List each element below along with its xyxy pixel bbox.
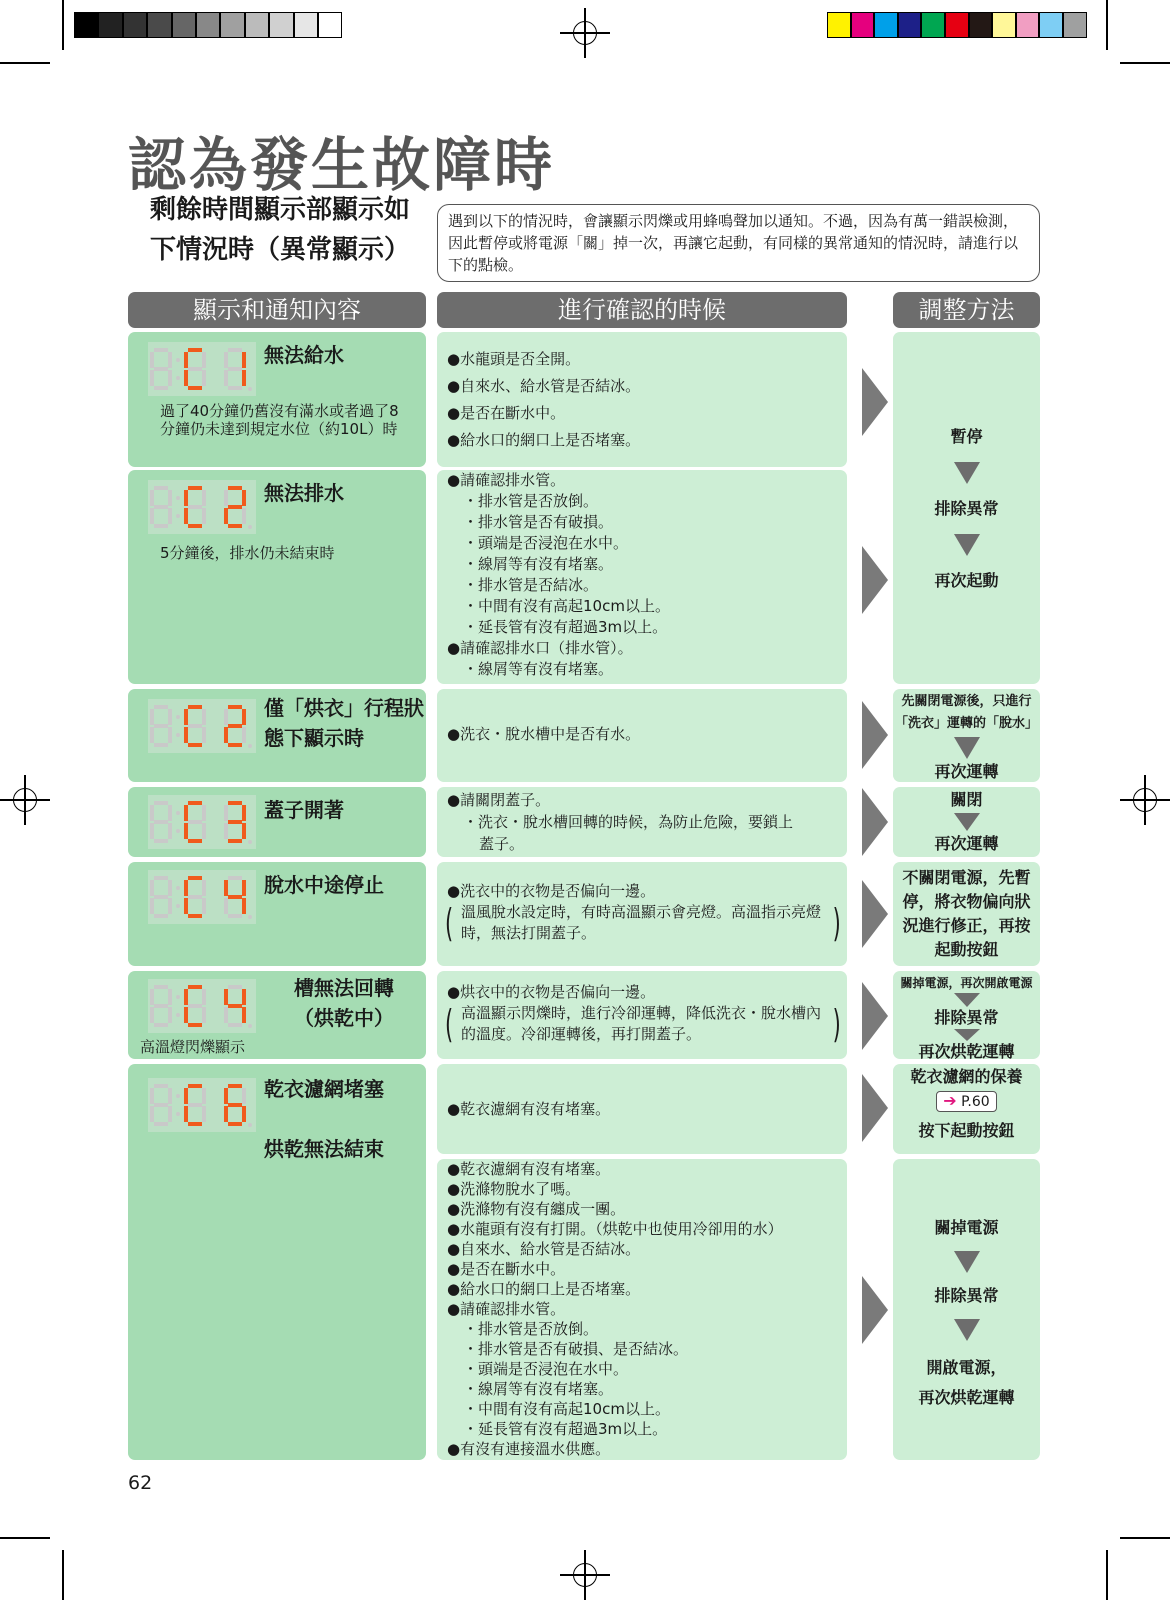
flow-arrow xyxy=(862,701,888,769)
action-text: 再次運轉 xyxy=(934,762,999,781)
check-item: ・排水管是否有破損。 xyxy=(463,513,614,531)
check-item: ●洗滌物脫水了嗎。 xyxy=(447,1180,581,1198)
page-title: 認為發生故障時 xyxy=(128,131,556,199)
error-code-display xyxy=(148,870,256,924)
check-item: ・線屑等有沒有堵塞。 xyxy=(463,660,614,678)
gray-swatch xyxy=(196,12,220,38)
section-subtitle: 剩餘時間顯示部顯示如下情況時（異常顯示） xyxy=(150,195,411,265)
check-item: ・線屑等有沒有堵塞。 xyxy=(463,1380,614,1398)
color-swatch xyxy=(992,12,1016,38)
action-text: 再次烘乾運轉 xyxy=(918,1042,1015,1061)
action-text: 排除異常 xyxy=(934,1008,999,1027)
error-code-display xyxy=(148,979,256,1033)
display-panel-c3 xyxy=(128,787,426,857)
gray-swatch xyxy=(147,12,171,38)
check-list xyxy=(447,723,640,745)
action-text: 乾衣濾網的保養 xyxy=(910,1067,1023,1086)
header-adjust: 調整方法 xyxy=(893,292,1040,328)
intro-box: 遇到以下的情況時，會讓顯示閃爍或用蜂鳴聲加以通知。不過，因為有萬一錯誤檢測，因此暫停或將電源「關」掉一次，再讓它起動，有同樣的異常通知的情況時，請進行以下的點檢。 xyxy=(437,204,1040,282)
color-swatch xyxy=(851,12,875,38)
check-item: ・頭端是否浸泡在水中。 xyxy=(463,1360,629,1378)
flow-arrow xyxy=(862,880,888,948)
error-label: 僅「烘衣」行程狀態下顯示時 xyxy=(264,696,424,750)
action-text: 不關閉電源，先暫停，將衣物偏向狀況進行修正，再按起動按鈕 xyxy=(902,868,1031,959)
check-list xyxy=(447,880,655,902)
action-step: 再次運轉 xyxy=(934,834,999,853)
flow-arrow xyxy=(862,1276,888,1344)
check-panel-c1 xyxy=(437,332,847,467)
check-item: ●給水口的網口上是否堵塞。 xyxy=(447,1280,641,1298)
check-item: ・頭端是否浸泡在水中。 xyxy=(463,534,629,552)
registration-mark xyxy=(0,775,50,825)
action-steps xyxy=(893,789,1040,855)
crop-mark xyxy=(0,62,50,64)
color-swatch xyxy=(969,12,993,38)
down-arrow-icon xyxy=(954,1319,980,1341)
check-item: ●乾衣濾網有沒有堵塞。 xyxy=(447,1100,611,1118)
registration-mark xyxy=(560,1550,610,1600)
action-panel-reboot xyxy=(893,971,1040,1059)
error-code-display xyxy=(148,342,256,396)
check-item: ●洗滌物有沒有纏成一團。 xyxy=(447,1200,626,1218)
page-reference-link[interactable] xyxy=(936,1091,996,1112)
action-panel-poweroff xyxy=(893,1159,1040,1460)
error-code-display xyxy=(148,480,256,534)
page-number: 62 xyxy=(128,1472,153,1494)
error-label: 乾衣濾網堵塞 xyxy=(264,1077,384,1101)
down-arrow-icon xyxy=(954,813,980,831)
error-label: 無法排水 xyxy=(264,481,344,505)
action-panel-restart xyxy=(893,332,1040,684)
action-text: 按下起動按鈕 xyxy=(918,1121,1015,1140)
error-label: 無法給水 xyxy=(264,343,344,367)
error-note: 過了40分鐘仍舊沒有滿水或者過了8分鐘仍未達到規定水位（約10L）時 xyxy=(160,402,399,438)
crop-mark xyxy=(62,1550,64,1600)
action-steps xyxy=(893,426,1040,592)
flow-arrow xyxy=(862,1074,888,1142)
display-panel-c6 xyxy=(128,1064,426,1460)
action-step: 再次起動 xyxy=(934,571,999,590)
gray-swatch xyxy=(74,12,98,38)
crop-mark xyxy=(1106,1550,1108,1600)
header-display: 顯示和通知內容 xyxy=(128,292,426,328)
action-step: 關閉 xyxy=(950,790,983,809)
error-note: 5分鐘後，排水仍未結束時 xyxy=(160,544,335,562)
gray-swatch xyxy=(269,12,293,38)
error-label: 脫水中途停止 xyxy=(264,873,384,897)
check-item: ・排水管是否放倒。 xyxy=(463,1320,599,1338)
gray-swatch xyxy=(318,12,342,38)
check-item: ・洗衣・脫水槽回轉的時候，為防止危險，要鎖上 xyxy=(463,813,794,831)
caution-note: ( 高溫顯示閃爍時，進行冷卻運轉，降低洗衣・脫水槽內的溫度。冷卻運轉後，再打開蓋子。 ) xyxy=(445,1003,841,1045)
color-swatch xyxy=(1016,12,1040,38)
action-text: 開啟電源， xyxy=(926,1358,1007,1377)
gray-swatch xyxy=(172,12,196,38)
check-item: ・排水管是否結冰。 xyxy=(463,576,599,594)
check-item: ●烘衣中的衣物是否偏向一邊。 xyxy=(447,983,656,1001)
check-panel-c2 xyxy=(437,470,847,684)
crop-mark xyxy=(1120,62,1170,64)
gray-swatch xyxy=(220,12,244,38)
error-code-display xyxy=(148,1078,256,1132)
check-item: ●自來水、給水管是否結冰。 xyxy=(447,1240,641,1258)
crop-mark xyxy=(1120,1537,1170,1539)
action-text: 再次烘乾運轉 xyxy=(918,1388,1015,1407)
check-item: ・延長管有沒有超過3m以上。 xyxy=(463,618,668,636)
check-item: ●洗衣中的衣物是否偏向一邊。 xyxy=(447,882,656,900)
check-item: 蓋子。 xyxy=(479,835,525,853)
display-panel-c2-dry xyxy=(128,689,426,782)
down-arrow-icon xyxy=(954,462,980,484)
action-text: 「洗衣」運轉的「脫水」 xyxy=(894,716,1038,731)
display-panel-c1 xyxy=(128,332,426,467)
down-arrow-icon xyxy=(954,1251,980,1273)
check-list xyxy=(447,789,793,855)
color-swatch xyxy=(898,12,922,38)
down-arrow-icon xyxy=(954,534,980,556)
page-reference: P.60 xyxy=(961,1094,990,1110)
registration-mark xyxy=(1120,775,1170,825)
action-step: 排除異常 xyxy=(934,499,999,518)
display-panel-c4 xyxy=(128,862,426,966)
check-item: ●是否在斷水中。 xyxy=(447,404,566,422)
down-arrow-icon xyxy=(954,1029,980,1041)
color-swatch xyxy=(874,12,898,38)
action-text: 排除異常 xyxy=(934,1286,999,1305)
caution-note: ( 溫風脫水設定時，有時高溫顯示會亮燈。高溫指示亮燈時，無法打開蓋子。 ) xyxy=(445,902,841,944)
display-panel-c4-dry xyxy=(128,971,426,1059)
error-code-display xyxy=(148,699,256,753)
flow-arrow xyxy=(862,368,888,436)
check-item: ●水龍頭有沒有打開。（烘乾中也使用冷卻用的水） xyxy=(447,1220,783,1238)
flow-arrow xyxy=(862,982,888,1050)
flow-arrow xyxy=(862,546,888,614)
error-label: 烘乾無法結束 xyxy=(264,1137,384,1161)
check-panel-c2-dry xyxy=(437,689,847,782)
check-panel-c3 xyxy=(437,787,847,857)
check-item: ●請確認排水管。 xyxy=(447,1300,566,1318)
error-label: 槽無法回轉（烘乾中） xyxy=(294,976,394,1030)
color-swatch xyxy=(1039,12,1063,38)
gray-swatch xyxy=(123,12,147,38)
color-swatch xyxy=(1063,12,1087,38)
check-item: ●洗衣・脫水槽中是否有水。 xyxy=(447,725,641,743)
crop-mark xyxy=(0,1537,50,1539)
check-item: ●有沒有連接溫水供應。 xyxy=(447,1440,611,1458)
check-panel-c6-filter xyxy=(437,1064,847,1154)
down-arrow-icon xyxy=(954,993,980,1007)
gray-swatch xyxy=(294,12,318,38)
check-item: ・排水管是否放倒。 xyxy=(463,492,599,510)
error-code-display xyxy=(148,795,256,849)
action-step: 暫停 xyxy=(950,427,983,446)
check-list xyxy=(447,346,640,454)
registration-mark xyxy=(560,8,610,58)
check-list xyxy=(447,470,670,680)
color-swatch xyxy=(945,12,969,38)
check-item: ・中間有沒有高起10cm以上。 xyxy=(463,1400,670,1418)
gray-swatch xyxy=(245,12,269,38)
gray-swatch xyxy=(98,12,122,38)
action-text: 關掉電源 xyxy=(934,1218,999,1237)
check-item: ●是否在斷水中。 xyxy=(447,1260,566,1278)
check-list xyxy=(447,1098,610,1120)
crop-mark xyxy=(62,0,64,50)
check-panel-c4-dry xyxy=(437,971,847,1059)
crop-mark xyxy=(1106,0,1108,50)
check-panel-c4 xyxy=(437,862,847,966)
color-swatch xyxy=(827,12,851,38)
right-arrow-icon: ➔ xyxy=(943,1091,957,1110)
check-item: ・延長管有沒有超過3m以上。 xyxy=(463,1420,668,1438)
action-panel-pause xyxy=(893,862,1040,966)
check-item: ●自來水、給水管是否結冰。 xyxy=(447,377,641,395)
flow-arrow xyxy=(862,788,888,856)
display-panel-c2 xyxy=(128,470,426,684)
check-item: ・中間有沒有高起10cm以上。 xyxy=(463,597,670,615)
action-text: 關掉電源，再次開啟電源 xyxy=(900,976,1033,990)
action-panel-spin xyxy=(893,689,1040,782)
check-item: ●請確認排水口（排水管）。 xyxy=(447,639,633,657)
check-item: ●水龍頭是否全開。 xyxy=(447,350,581,368)
check-item: ●乾衣濾網有沒有堵塞。 xyxy=(447,1160,611,1178)
check-item: ●請關閉蓋子。 xyxy=(447,791,551,809)
color-swatch xyxy=(921,12,945,38)
check-panel-c6-dry xyxy=(437,1159,847,1460)
check-item: ・線屑等有沒有堵塞。 xyxy=(463,555,614,573)
check-item: ●請確認排水管。 xyxy=(447,471,566,489)
header-check: 進行確認的時候 xyxy=(437,292,847,328)
error-note: 高溫燈閃爍顯示 xyxy=(140,1038,246,1056)
down-arrow-icon xyxy=(954,737,980,759)
action-panel-filter xyxy=(893,1064,1040,1154)
action-text: 先關閉電源後，只進行 xyxy=(901,694,1032,709)
check-item: ●給水口的網口上是否堵塞。 xyxy=(447,431,641,449)
check-item: ・排水管是否有破損、是否結冰。 xyxy=(463,1340,689,1358)
action-panel-close xyxy=(893,787,1040,857)
error-label: 蓋子開著 xyxy=(264,798,344,822)
check-list xyxy=(447,981,655,1003)
check-list xyxy=(447,1159,783,1459)
